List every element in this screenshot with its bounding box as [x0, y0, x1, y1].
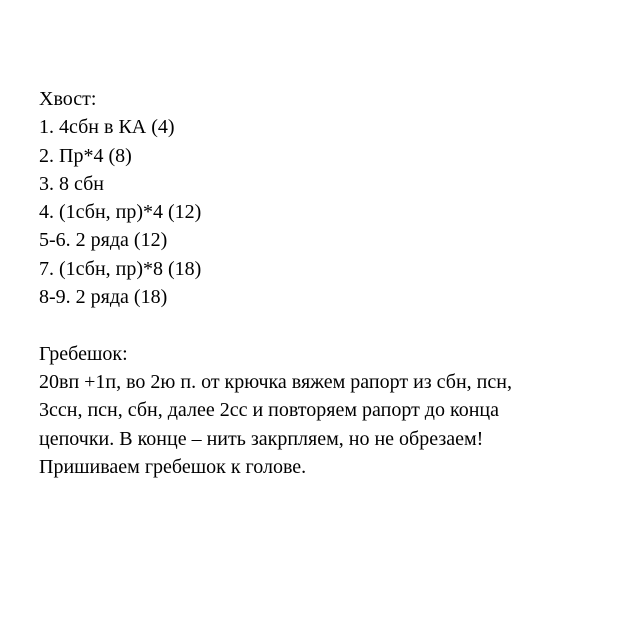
tail-row: 1. 4сбн в КА (4)	[39, 116, 175, 139]
tail-row: 7. (1сбн, пр)*8 (18)	[39, 257, 202, 280]
tail-row: 5-6. 2 ряда (12)	[39, 229, 168, 252]
tail-row: 4. (1сбн, пр)*4 (12)	[39, 201, 202, 224]
section-spacer	[39, 311, 629, 339]
tail-row: 8-9. 2 ряда (18)	[39, 286, 168, 309]
comb-text-line: цепочки. В конце – нить закрпляем, но не обрезаем!	[39, 427, 484, 450]
tail-row: 2. Пр*4 (8)	[39, 144, 132, 167]
comb-heading: Гребешок:	[39, 342, 128, 365]
tail-heading: Хвост:	[39, 88, 97, 110]
comb-text-line: 20вп +1п, во 2ю п. от крючка вяжем рапорт из сбн, псн,	[39, 370, 512, 393]
tail-row: 3. 8 сбн	[39, 172, 104, 195]
comb-text-line: Пришиваем гребешок к голове.	[39, 455, 307, 478]
comb-text-line: 3ссн, псн, сбн, далее 2сс и повторяем рапорт до конца	[39, 399, 499, 422]
instructions-text	[39, 85, 629, 481]
